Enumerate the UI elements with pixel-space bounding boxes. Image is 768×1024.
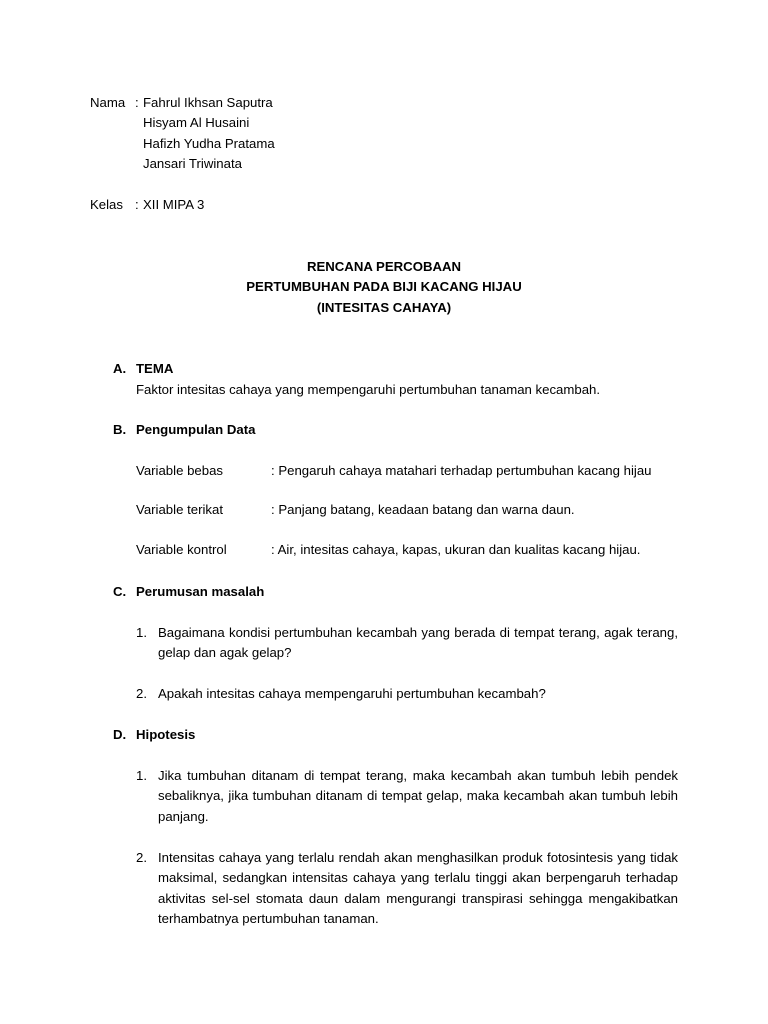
section-b-marker: B. xyxy=(113,422,127,437)
variable-value: : Panjang batang, keadaan batang dan warna daun. xyxy=(271,502,575,517)
list-number: 2. xyxy=(136,686,147,701)
list-number: 2. xyxy=(136,850,147,865)
variable-label: Variable bebas xyxy=(136,463,223,478)
list-item-text: Intensitas cahaya yang terlalu rendah akan menghasilkan produk fotosintesis yang tidak maksimal, sedangkan intensitas cahaya yang terlalu tinggi akan berpengaruh terhadap aktivitas sel-sel stomata daun dalam mengurangi transpirasi sehingga mengakibatkan terhambatnya pertumbuhan tanaman. xyxy=(158,850,678,927)
list-item-text: Jika tumbuhan ditanam di tempat terang, maka kecambah akan tumbuh lebih pendek sebaliknya, jika tumbuhan ditanam di tempat gelap, maka kecambah akan tumbuh lebih panjang. xyxy=(158,768,678,824)
section-b-heading: Pengumpulan Data xyxy=(136,422,256,437)
section-a-body: Faktor intesitas cahaya yang mempengaruhi pertumbuhan tanaman kecambah. xyxy=(136,382,601,397)
kelas-value: XII MIPA 3 xyxy=(143,197,205,212)
member-name: Jansari Triwinata xyxy=(143,156,242,171)
variable-label: Variable terikat xyxy=(136,502,223,517)
member-name: Fahrul Ikhsan Saputra xyxy=(143,95,273,110)
variable-value: : Pengaruh cahaya matahari terhadap pertumbuhan kacang hijau xyxy=(271,463,652,478)
nama-separator: : xyxy=(135,95,139,110)
kelas-label: Kelas xyxy=(90,197,123,212)
document-subtitle: PERTUMBUHAN PADA BIJI KACANG HIJAU xyxy=(246,279,522,294)
nama-label: Nama xyxy=(90,95,126,110)
variable-value: : Air, intesitas cahaya, kapas, ukuran dan kualitas kacang hijau. xyxy=(271,542,641,557)
list-item-text: Bagaimana kondisi pertumbuhan kecambah yang berada di tempat terang, agak terang, gelap dan agak gelap? xyxy=(158,625,678,661)
kelas-separator: : xyxy=(135,197,139,212)
member-name: Hisyam Al Husaini xyxy=(143,115,250,130)
section-a-marker: A. xyxy=(113,361,127,376)
list-number: 1. xyxy=(136,625,147,640)
document-title: RENCANA PERCOBAAN xyxy=(306,259,462,274)
section-a-heading: TEMA xyxy=(136,361,174,376)
section-d-heading: Hipotesis xyxy=(136,727,196,742)
variable-label: Variable kontrol xyxy=(136,542,227,557)
list-number: 1. xyxy=(136,768,147,783)
member-name: Hafizh Yudha Pratama xyxy=(143,136,275,151)
list-item-text: Apakah intesitas cahaya mempengaruhi pertumbuhan kecambah? xyxy=(158,686,546,701)
section-c-heading: Perumusan masalah xyxy=(136,584,265,599)
document-subtitle-note: (INTESITAS CAHAYA) xyxy=(316,300,452,315)
section-c-marker: C. xyxy=(113,584,127,599)
section-d-marker: D. xyxy=(113,727,127,742)
